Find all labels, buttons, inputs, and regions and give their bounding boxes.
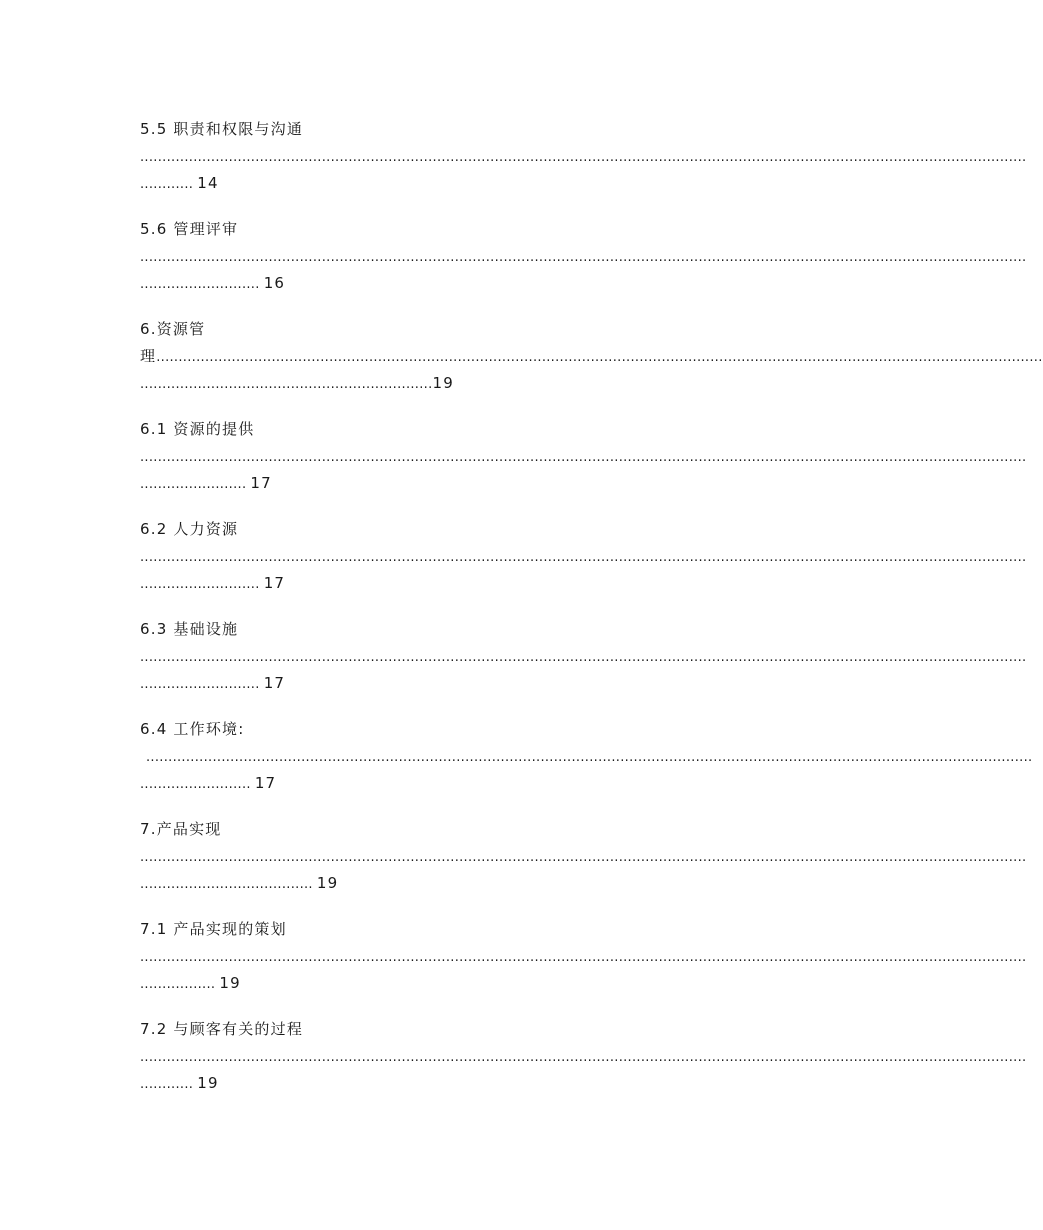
toc-page-number: 17 xyxy=(254,774,277,792)
toc-leader-dots: ......................... xyxy=(140,777,251,792)
toc-page-line xyxy=(140,773,808,793)
toc-leader-dots: ........................... xyxy=(140,277,260,292)
toc-entry[interactable] xyxy=(140,419,1027,493)
toc-leader-line xyxy=(140,946,1027,966)
toc-leader-line xyxy=(140,1046,1027,1066)
toc-leader-dots: ........................................................................................................................................................................................................ xyxy=(140,550,1027,565)
toc-leader-dots: ............ xyxy=(140,177,194,192)
toc-leader-dots: .................................................................. xyxy=(140,377,433,392)
toc-entry-title: 6.2 人力资源 xyxy=(140,520,239,538)
toc-leader-dots: ................. xyxy=(140,977,216,992)
toc-leader-dots: ........................................................................................................................................................................................................ xyxy=(156,350,1043,365)
toc-entry-title: 6.资源管 xyxy=(140,320,206,338)
toc-entry-title: 7.1 产品实现的策划 xyxy=(140,920,287,938)
toc-entry[interactable] xyxy=(140,619,1027,693)
toc-page-number: 19 xyxy=(432,374,455,392)
toc-leader-dots: ........................................................................................................................................................................................................ xyxy=(140,250,1027,265)
toc-leader-dots: ........................................................................................................................................................................................................ xyxy=(140,450,1027,465)
toc-page-line xyxy=(140,273,808,293)
toc-leader-dots: ........................... xyxy=(140,677,260,692)
toc-entry[interactable] xyxy=(140,1019,1027,1093)
toc-entry[interactable] xyxy=(140,719,1033,793)
toc-entry-title: 6.4 工作环境: xyxy=(140,720,245,738)
toc-page-line xyxy=(140,673,808,693)
toc-page-line xyxy=(140,373,808,393)
toc-leader-line xyxy=(140,746,1033,766)
toc-entry-title: 5.5 职责和权限与沟通 xyxy=(140,120,304,138)
toc-leader-dots: ........................... xyxy=(140,577,260,592)
toc-entry[interactable] xyxy=(140,119,1027,193)
toc-entry-title: 6.3 基础设施 xyxy=(140,620,239,638)
toc-entry-title: 6.1 资源的提供 xyxy=(140,420,255,438)
toc-leader-dots: ............ xyxy=(140,1077,194,1092)
toc-entry-title: 7.2 与顾客有关的过程 xyxy=(140,1020,304,1038)
toc-entry[interactable] xyxy=(140,319,1043,393)
toc-page-number: 17 xyxy=(250,474,272,492)
toc-leader-line xyxy=(140,246,1027,266)
toc-leader-dots: ........................ xyxy=(140,477,247,492)
toc-page-line xyxy=(140,473,808,493)
toc-entry[interactable] xyxy=(140,919,1027,993)
toc-leader-line xyxy=(140,446,1027,466)
toc-leader-line xyxy=(140,146,1027,166)
toc-page-number: 16 xyxy=(263,274,286,292)
toc-leader-dots: ........................................................................................................................................................................................................ xyxy=(140,1050,1027,1065)
toc-page-number: 14 xyxy=(197,174,219,192)
toc-leader-line xyxy=(140,546,1027,566)
toc-leader-line xyxy=(140,846,1027,866)
toc-leader-dots: ........................................................................................................................................................................................................ xyxy=(140,150,1027,165)
toc-page-number: 17 xyxy=(263,574,286,592)
toc-entry[interactable] xyxy=(140,219,1027,293)
toc-leader-dots: ........................................................................................................................................................................................................ xyxy=(140,850,1027,865)
toc-page-number: 19 xyxy=(197,1074,219,1092)
toc-page-line xyxy=(140,973,808,993)
toc-leader-dots: ........................................................................................................................................................................................................ xyxy=(140,950,1027,965)
toc-page-number: 17 xyxy=(263,674,286,692)
toc-page-line xyxy=(140,173,808,193)
toc-entry[interactable] xyxy=(140,819,1027,893)
toc-leader-dots: ........................................................................................................................................................................................................ xyxy=(145,750,1033,765)
toc-page-number: 19 xyxy=(316,874,339,892)
toc-page-number: 19 xyxy=(219,974,241,992)
toc-entry-title: 7.产品实现 xyxy=(140,820,222,838)
toc-page-line xyxy=(140,873,808,893)
toc-leader-line xyxy=(140,646,1027,666)
toc-page-line xyxy=(140,1073,808,1093)
toc-page-line xyxy=(140,573,808,593)
toc-entry-title: 5.6 管理评审 xyxy=(140,220,239,238)
toc-leader-line xyxy=(140,346,1043,366)
toc-leader-dots: ....................................... xyxy=(140,877,313,892)
toc-entry-title-continuation: 理 xyxy=(140,347,157,365)
toc-leader-dots: ........................................................................................................................................................................................................ xyxy=(140,650,1027,665)
toc-entry[interactable] xyxy=(140,519,1027,593)
